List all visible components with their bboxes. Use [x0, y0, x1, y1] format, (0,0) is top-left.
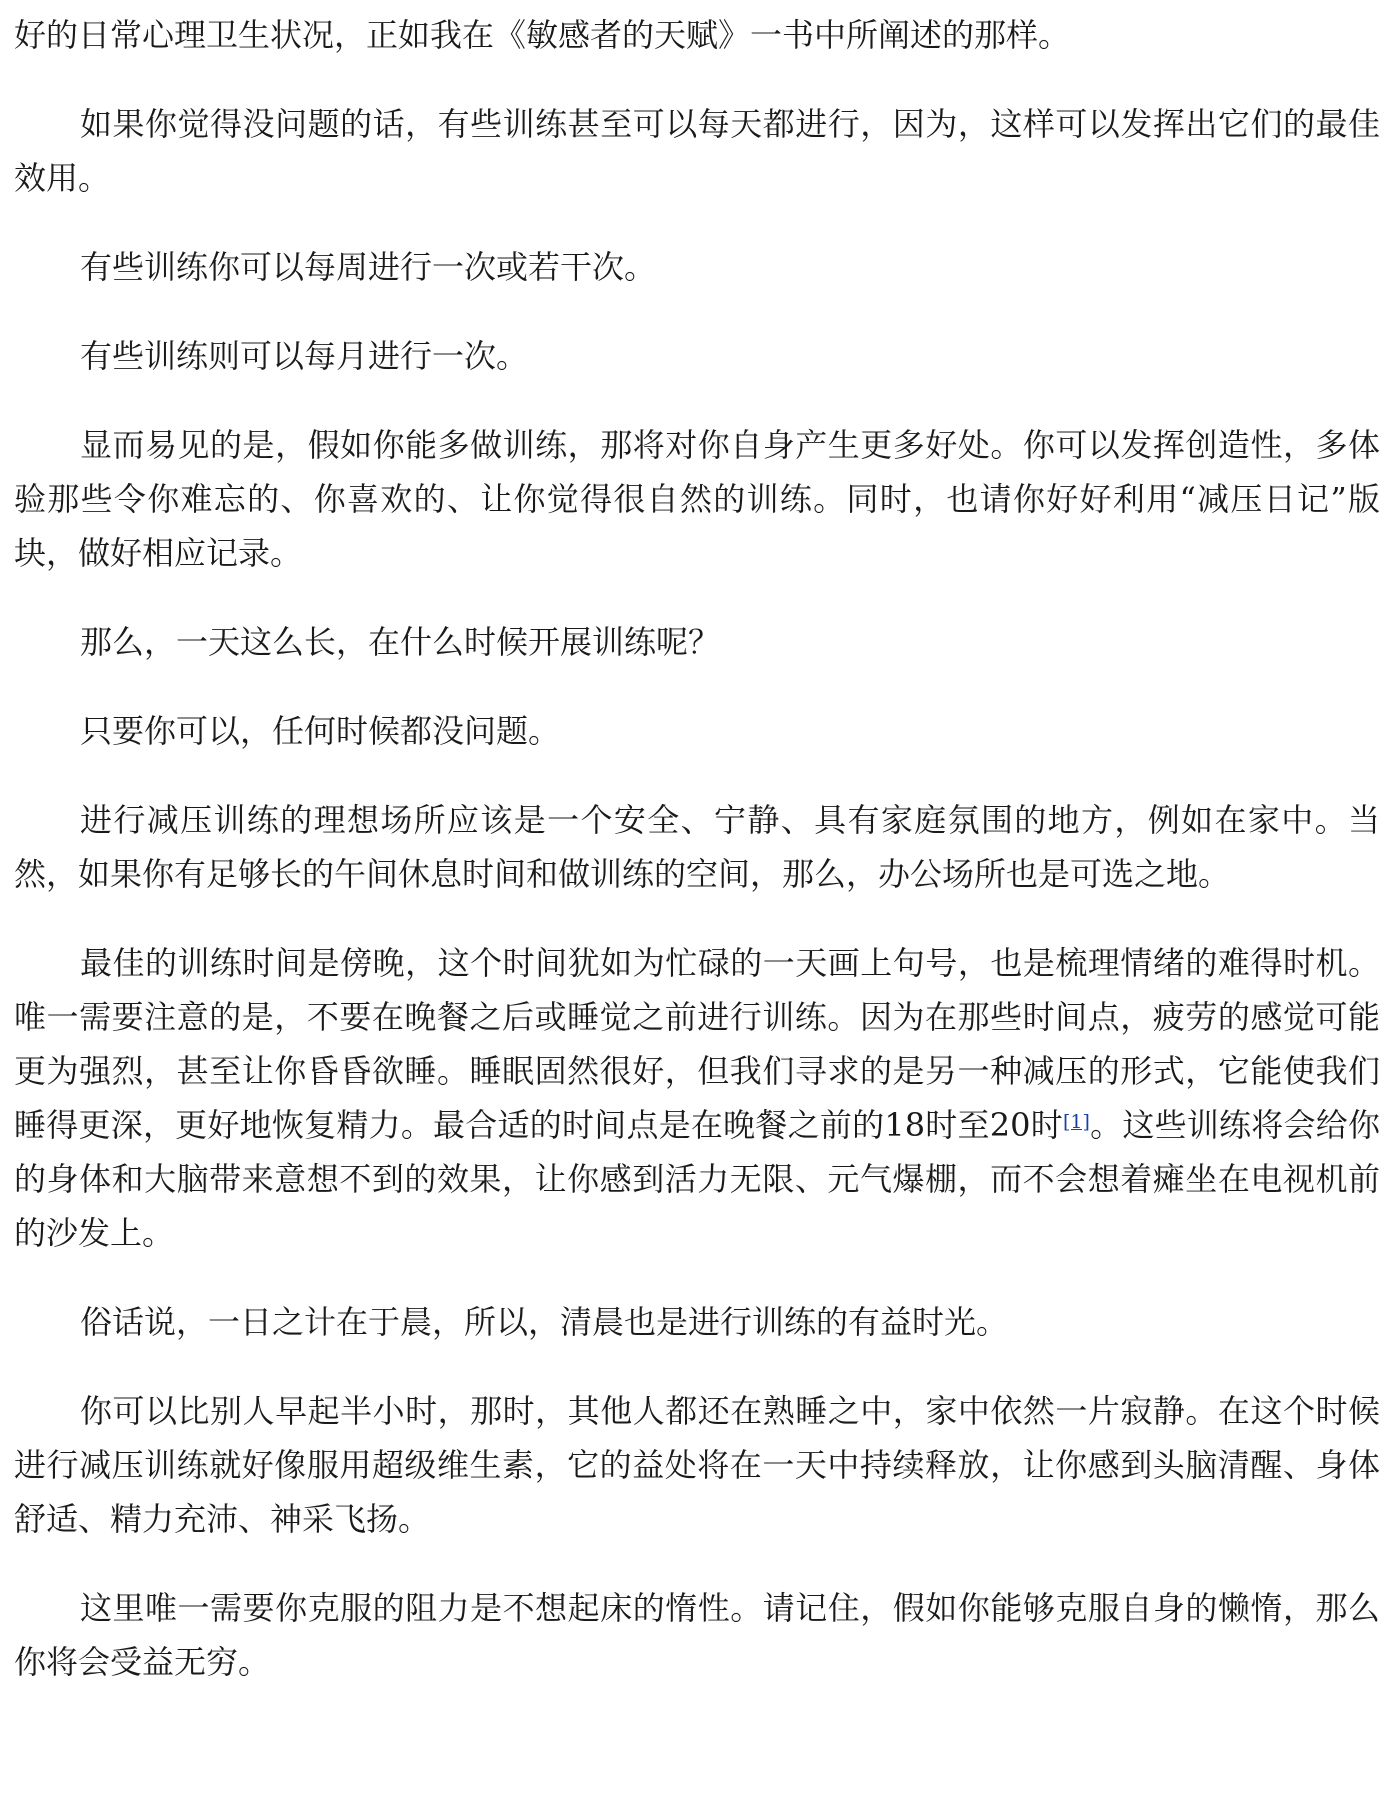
best-time-text-after: 。这些训练将会给你的身体和大脑带来意想不到的效果，让你感到活力无限、元气爆棚，而不会想着瘫坐在电视机前的沙发上。: [14, 1106, 1380, 1252]
paragraph-anytime: 只要你可以，任何时候都没问题。: [80, 712, 561, 750]
paragraph-continuation: 好的日常心理卫生状况，正如我在《敏感者的天赋》一书中所阐述的那样。: [14, 16, 1071, 54]
paragraph-best-time: [14, 936, 1380, 1260]
paragraph-when-question: 那么，一天这么长，在什么时候开展训练呢？: [80, 623, 721, 661]
paragraph-daily-training: 如果你觉得没问题的话，有些训练甚至可以每天都进行，因为，这样可以发挥出它们的最佳效用。: [14, 105, 1380, 197]
paragraph-more-training: 显而易见的是，假如你能多做训练，那将对你自身产生更多好处。你可以发挥创造性，多体验那些令你难忘的、你喜欢的、让你觉得很自然的训练。同时，也请你好好利用“减压日记”版块，做好相应记录。: [14, 426, 1380, 572]
footnote-link[interactable]: [1]: [1062, 1111, 1090, 1133]
paragraph-early-rise: 你可以比别人早起半小时，那时，其他人都还在熟睡之中，家中依然一片寂静。在这个时候进行减压训练就好像服用超级维生素，它的益处将在一天中持续释放，让你感到头脑清醒、身体舒适、精力充沛、神采飞扬。: [14, 1392, 1380, 1538]
paragraph-weekly-training: 有些训练你可以每周进行一次或若干次。: [80, 248, 657, 286]
paragraph-laziness: 这里唯一需要你克服的阻力是不想起床的惰性。请记住，假如你能够克服自身的懒惰，那么你将会受益无穷。: [14, 1589, 1380, 1681]
paragraph-morning-proverb: 俗话说，一日之计在于晨，所以，清晨也是进行训练的有益时光。: [80, 1303, 1009, 1341]
paragraph-ideal-place: 进行减压训练的理想场所应该是一个安全、宁静、具有家庭氛围的地方，例如在家中。当然，如果你有足够长的午间休息时间和做训练的空间，那么，办公场所也是可选之地。: [14, 801, 1380, 893]
paragraph-monthly-training: 有些训练则可以每月进行一次。: [80, 337, 529, 375]
best-time-text-before: 最佳的训练时间是傍晚，这个时间犹如为忙碌的一天画上句号，也是梳理情绪的难得时机。唯一需要注意的是，不要在晚餐之后或睡觉之前进行训练。因为在那些时间点，疲劳的感觉可能更为强烈，甚至让你昏昏欲睡。睡眠固然很好，但我们寻求的是另一种减压的形式，它能使我们睡得更深，更好地恢复精力。最合适的时间点是在晚餐之前的18时至20时: [14, 944, 1380, 1144]
document-page: [14, 8, 1380, 1724]
